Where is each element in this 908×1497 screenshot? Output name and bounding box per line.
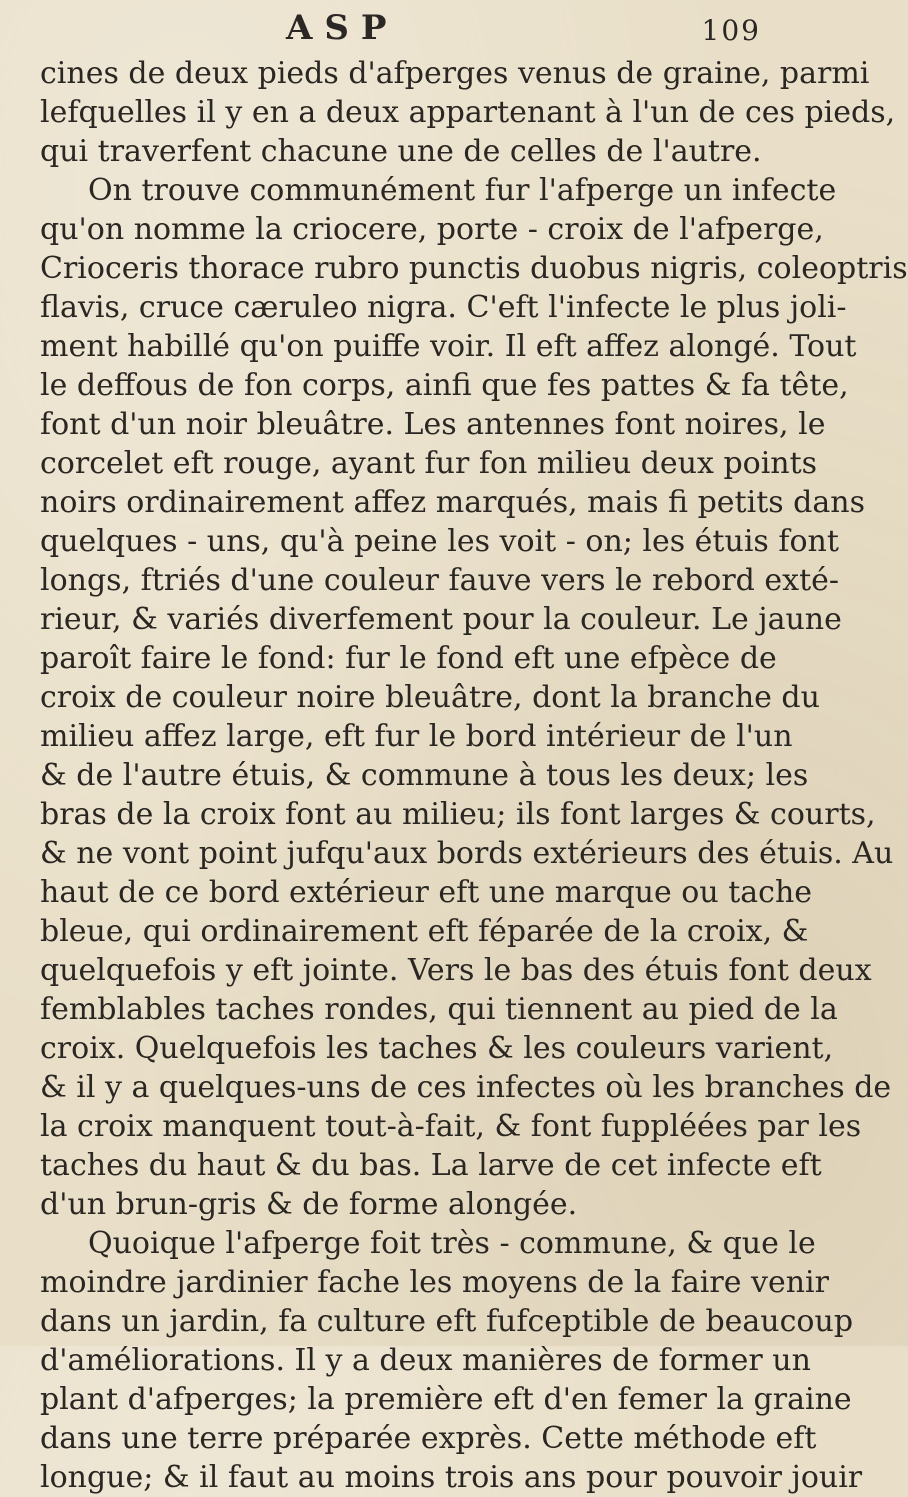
- paragraph-start-line: On trouve communément fur l'afperge un infecte: [88, 173, 837, 208]
- page-number: 109: [701, 14, 761, 47]
- text-line: plant d'afperges; la première eft d'en femer la graine: [40, 1382, 852, 1417]
- text-line: quelques - uns, qu'à peine les voit - on; les étuis font: [40, 524, 839, 559]
- text-line: ment habillé qu'on puiffe voir. Il eft affez alongé. Tout: [40, 329, 857, 364]
- text-line: & de l'autre étuis, & commune à tous les deux; les: [40, 758, 809, 793]
- text-line: corcelet eft rouge, ayant fur fon milieu deux points: [40, 446, 818, 481]
- text-line: longue; & il faut au moins trois ans pour pouvoir jouir: [40, 1460, 863, 1495]
- text-line: d'un brun-gris & de forme alongée.: [40, 1187, 578, 1222]
- text-line: noirs ordinairement affez marqués, mais fi petits dans: [40, 485, 865, 520]
- body-text: [40, 54, 908, 1497]
- text-line: dans une terre préparée exprès. Cette méthode eft: [40, 1421, 817, 1456]
- text-line: le deffous de fon corps, ainfi que fes pattes & fa tête,: [40, 368, 849, 403]
- text-line: paroît faire le fond: fur le fond eft une efpèce de: [40, 641, 777, 676]
- running-head: [40, 8, 761, 48]
- text-line: flavis, cruce cæruleo nigra. C'eft l'infecte le plus joli-: [40, 290, 847, 325]
- text-line: font d'un noir bleuâtre. Les antennes font noires, le: [40, 407, 826, 442]
- text-line: Crioceris thorace rubro punctis duobus nigris, coleoptris: [40, 251, 908, 286]
- text-line: taches du haut & du bas. La larve de cet infecte eft: [40, 1148, 822, 1183]
- text-line: croix de couleur noire bleuâtre, dont la branche du: [40, 680, 820, 715]
- text-line: rieur, & variés diverfement pour la couleur. Le jaune: [40, 602, 842, 637]
- text-line: bras de la croix font au milieu; ils font larges & courts,: [40, 797, 876, 832]
- text-line: d'améliorations. Il y a deux manières de former un: [40, 1343, 811, 1378]
- text-line: qu'on nomme la criocere, porte - croix de l'afperge,: [40, 212, 824, 247]
- text-line: la croix manquent tout-à-fait, & font fuppléées par les: [40, 1109, 862, 1144]
- text-line: lefquelles il y en a deux appartenant à l'un de ces pieds,: [40, 95, 896, 130]
- text-line: femblables taches rondes, qui tiennent au pied de la: [40, 992, 838, 1027]
- text-line: longs, ftriés d'une couleur fauve vers le rebord exté-: [40, 563, 840, 598]
- text-line: bleue, qui ordinairement eft féparée de la croix, &: [40, 914, 809, 949]
- paragraph-start-line: Quoique l'afperge foit très - commune, & que le: [88, 1226, 816, 1261]
- text-line: moindre jardinier fache les moyens de la faire venir: [40, 1265, 829, 1300]
- text-line: dans un jardin, fa culture eft fufceptible de beaucoup: [40, 1304, 854, 1339]
- text-line: quelquefois y eft jointe. Vers le bas des étuis font deux: [40, 953, 872, 988]
- running-title: ASP: [286, 8, 399, 48]
- text-line: & il y a quelques-uns de ces infectes où les branches de: [40, 1070, 892, 1105]
- text-line: & ne vont point jufqu'aux bords extérieurs des étuis. Au: [40, 836, 894, 871]
- text-line: qui traverfent chacune une de celles de l'autre.: [40, 134, 762, 169]
- text-line: croix. Quelquefois les taches & les couleurs varient,: [40, 1031, 834, 1066]
- text-line: milieu affez large, eft fur le bord intérieur de l'un: [40, 719, 793, 754]
- text-line: haut de ce bord extérieur eft une marque ou tache: [40, 875, 813, 910]
- text-line: cines de deux pieds d'afperges venus de graine, parmi: [40, 56, 870, 91]
